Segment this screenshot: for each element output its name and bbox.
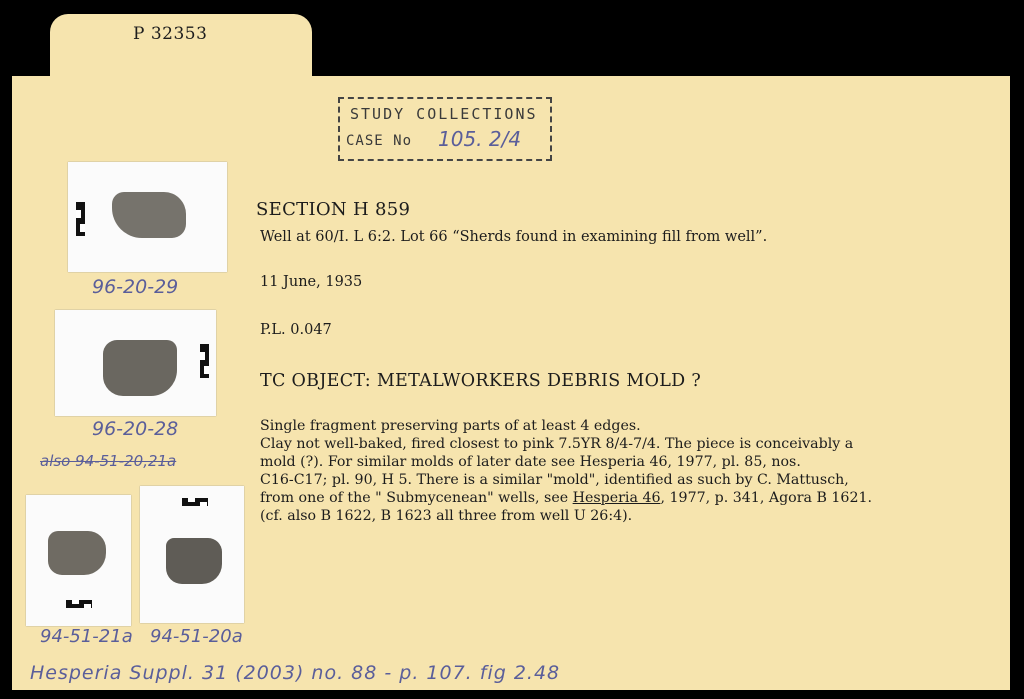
stamp-case-label: CASE No xyxy=(346,133,413,149)
description-line: (cf. also B 1622, B 1623 all three from well U 26:4). xyxy=(260,508,633,524)
photo-label-3: 94-51-21a xyxy=(40,626,133,647)
hesperia-reference: Hesperia 46 xyxy=(572,490,661,506)
sherd-photo-1 xyxy=(68,162,227,272)
stamp-case-number: 105. 2/4 xyxy=(438,127,522,151)
description-text: , 1977, p. 341, Agora B 1621. xyxy=(660,490,873,506)
sherd-photo-4 xyxy=(140,486,244,623)
accession-number: P 32353 xyxy=(133,24,208,44)
sherd-image xyxy=(112,192,186,238)
sherd-photo-3 xyxy=(26,495,131,626)
photo-label-2: 96-20-28 xyxy=(92,418,179,440)
description-line: Clay not well-baked, fired closest to pink 7.5YR 8/4-7/4. The piece is conceivably a xyxy=(260,436,854,452)
description-line: Single fragment preserving parts of at least 4 edges. xyxy=(260,418,641,434)
sherd-photo-2 xyxy=(55,310,216,416)
preserved-length: P.L. 0.047 xyxy=(260,322,332,338)
description-line: mold (?). For similar molds of later date see Hesperia 46, 1977, pl. 85, nos. xyxy=(260,454,801,470)
section-heading: SECTION H 859 xyxy=(256,199,411,220)
scale-bar xyxy=(76,202,85,236)
sherd-image xyxy=(103,340,177,396)
photo-label-4: 94-51-20a xyxy=(150,626,243,647)
study-collections-stamp xyxy=(338,97,552,161)
photo-label-1: 96-20-29 xyxy=(92,276,179,298)
description-line xyxy=(260,489,872,507)
find-date: 11 June, 1935 xyxy=(260,274,363,290)
sherd-image xyxy=(48,531,106,575)
description-line: C16-C17; pl. 90, H 5. There is a similar "mold", identified as such by C. Mattusch, xyxy=(260,472,849,488)
object-title: TC OBJECT: METALWORKERS DEBRIS MOLD ? xyxy=(260,371,702,391)
description-block xyxy=(260,417,872,525)
sherd-image xyxy=(166,538,222,584)
struck-label: also 94-51-20,21a xyxy=(40,452,177,470)
bibliography-note: Hesperia Suppl. 31 (2003) no. 88 - p. 107. fig 2.48 xyxy=(30,662,561,684)
scale-bar xyxy=(200,344,209,378)
stamp-title: STUDY COLLECTIONS xyxy=(350,105,538,123)
scale-bar xyxy=(66,600,92,608)
scale-bar xyxy=(182,498,208,506)
description-text: from one of the " Submycenean" wells, see xyxy=(260,490,573,506)
findspot-line: Well at 60/I. L 6:2. Lot 66 “Sherds found in examining fill from well”. xyxy=(260,229,768,245)
